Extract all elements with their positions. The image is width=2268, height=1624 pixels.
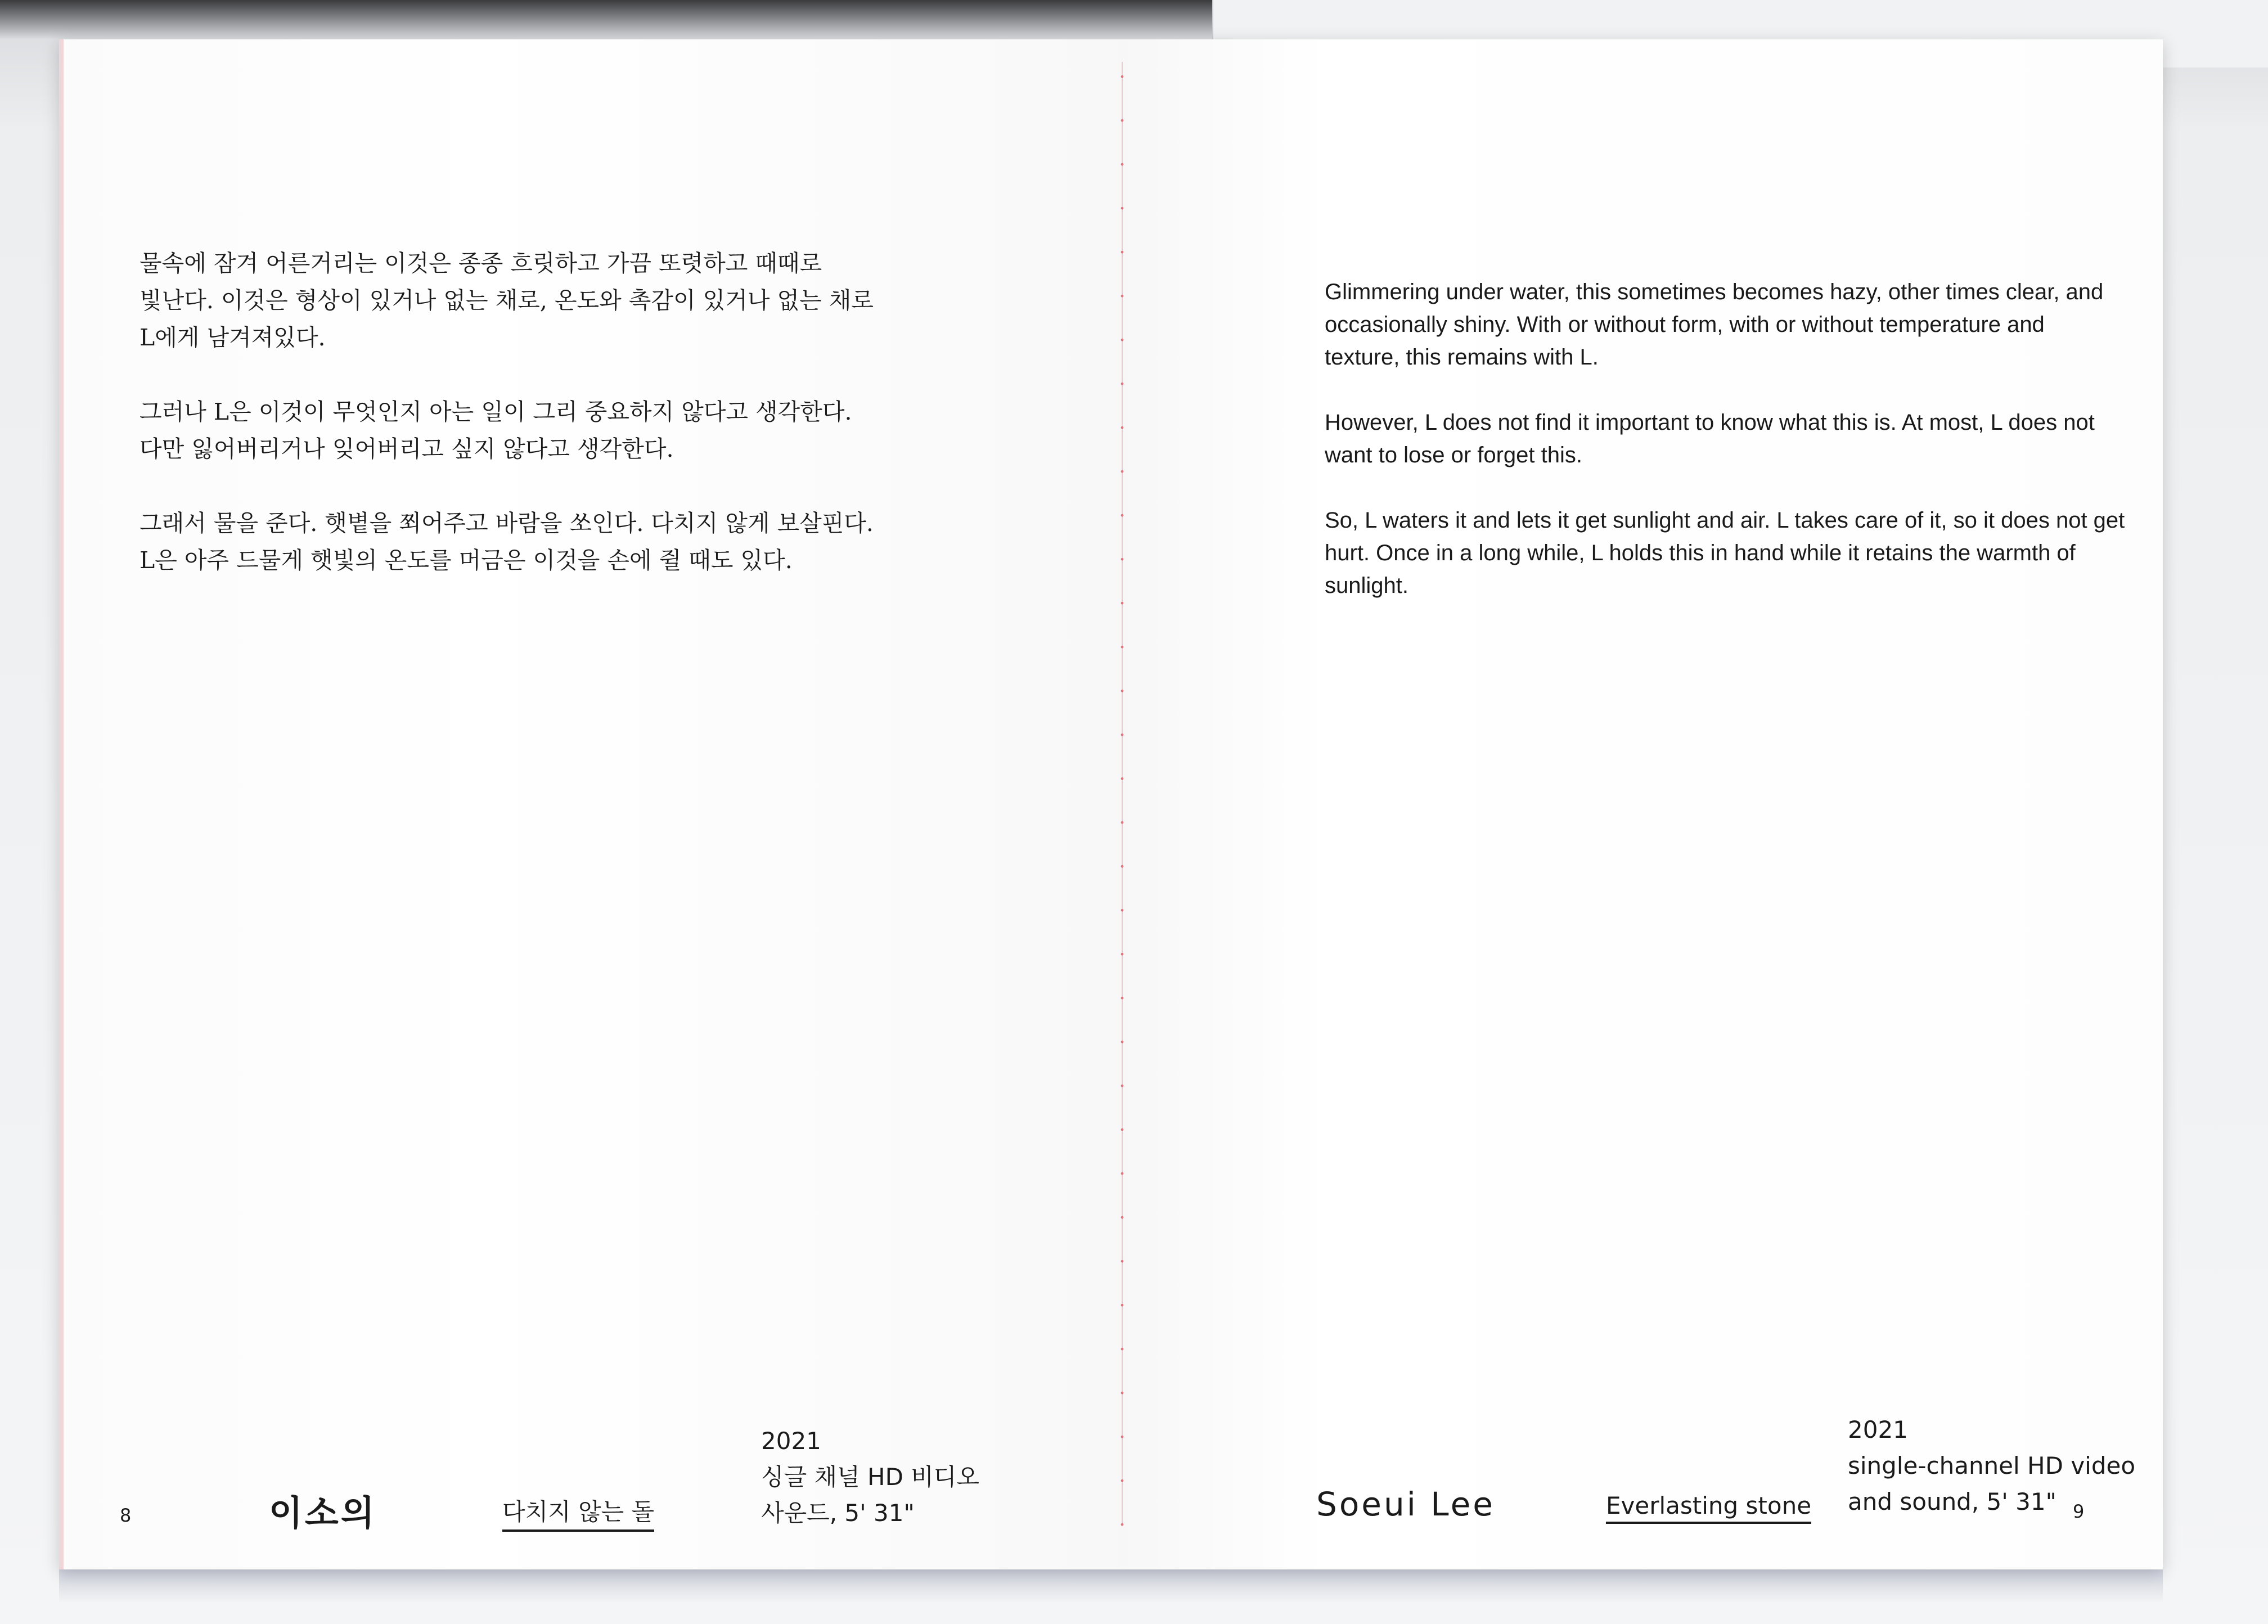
work-detail: and sound, 5' 31" — [1848, 1488, 2056, 1515]
en-line: So, L waters it and lets it get sunlight and air. L takes care of it, so it does not get — [1325, 508, 2125, 533]
korean-body-text — [140, 245, 994, 616]
kr-line: 다만 잃어버리거나 잊어버리고 싶지 않다고 생각한다. — [140, 435, 674, 462]
en-paragraph-2 — [1325, 406, 2152, 471]
stitch-mark: • — [1119, 510, 1125, 521]
work-medium: 싱글 채널 HD 비디오 — [761, 1463, 979, 1491]
stitch-mark: • — [1119, 1388, 1125, 1398]
stitch-mark: • — [1119, 335, 1125, 345]
en-line: sunlight. — [1325, 573, 1408, 598]
stitch-mark: • — [1119, 291, 1125, 302]
artist-name-korean: 이소의 — [269, 1492, 377, 1533]
work-year: 2021 — [761, 1427, 821, 1455]
kr-line: 빛난다. 이것은 형상이 있거나 없는 채로, 온도와 촉감이 있거나 없는 채로 — [140, 287, 874, 314]
stitch-mark: • — [1119, 159, 1125, 170]
left-page — [59, 39, 1121, 1569]
stitch-mark: • — [1119, 379, 1125, 389]
en-line: Glimmering under water, this sometimes becomes hazy, other times clear, and — [1325, 280, 2104, 304]
en-line: want to lose or forget this. — [1325, 443, 1583, 467]
work-title-korean: 다치지 않는 돌 — [502, 1493, 654, 1532]
stitch-mark: • — [1119, 686, 1125, 696]
book-bottom-edge — [59, 1569, 2163, 1603]
stitch-mark: • — [1119, 1475, 1125, 1486]
english-body-text — [1325, 276, 2152, 635]
stitch-mark: • — [1119, 1256, 1125, 1267]
en-line: hurt. Once in a long while, L holds this in hand while it retains the warmth of — [1325, 541, 2076, 565]
stitch-mark: • — [1119, 466, 1125, 477]
stitch-mark: • — [1119, 203, 1125, 214]
work-year: 2021 — [1848, 1416, 1908, 1443]
kr-line: 그러나 L은 이것이 무엇인지 아는 일이 그리 중요하지 않다고 생각한다. — [140, 398, 852, 425]
stitch-mark: • — [1119, 1168, 1125, 1179]
kr-line: L은 아주 드물게 햇빛의 온도를 머금은 이것을 손에 쥘 때도 있다. — [140, 547, 793, 574]
stitch-mark: • — [1119, 993, 1125, 1004]
work-detail: 사운드, 5' 31" — [761, 1499, 915, 1527]
stitch-mark: • — [1119, 949, 1125, 960]
page-number-right: 9 — [2073, 1501, 2085, 1522]
work-title-english: Everlasting stone — [1606, 1492, 1811, 1524]
stitch-mark: • — [1119, 817, 1125, 828]
stitch-mark: • — [1119, 1124, 1125, 1135]
kr-paragraph-3 — [140, 505, 994, 579]
stitch-mark: • — [1119, 1344, 1125, 1355]
stitch-mark: • — [1119, 115, 1125, 126]
en-paragraph-1 — [1325, 276, 2152, 374]
work-metadata-korean — [761, 1423, 979, 1531]
stitch-mark: • — [1119, 1300, 1125, 1311]
stitch-mark: • — [1119, 247, 1125, 258]
en-line: texture, this remains with L. — [1325, 345, 1599, 370]
kr-line: 물속에 잠겨 어른거리는 이것은 종종 흐릿하고 가끔 또렷하고 때때로 — [140, 250, 822, 277]
stitch-mark: • — [1119, 861, 1125, 872]
en-line: occasionally shiny. With or without form, with or without temperature and — [1325, 312, 2045, 337]
en-paragraph-3 — [1325, 504, 2152, 602]
stitch-mark: • — [1119, 71, 1125, 82]
stitch-mark: • — [1119, 1081, 1125, 1091]
stitch-mark: • — [1119, 905, 1125, 916]
stitch-mark: • — [1119, 1519, 1125, 1530]
stitch-mark: • — [1119, 642, 1125, 653]
stitch-mark: • — [1119, 422, 1125, 433]
background-shadow — [0, 0, 1221, 39]
kr-line: 그래서 물을 준다. 햇볕을 쬐어주고 바람을 쏘인다. 다치지 않게 보살핀다. — [140, 510, 874, 537]
stitch-mark: • — [1119, 773, 1125, 784]
en-line: However, L does not find it important to know what this is. At most, L does not — [1325, 410, 2095, 435]
work-medium: single-channel HD video — [1848, 1452, 2136, 1479]
work-metadata-english — [1848, 1412, 2135, 1520]
stitch-mark: • — [1119, 554, 1125, 565]
stitch-mark: • — [1119, 1432, 1125, 1442]
right-page — [1117, 39, 2163, 1569]
artist-name-english: Soeui Lee — [1316, 1485, 1495, 1523]
kr-line: L에게 남겨져있다. — [140, 324, 326, 351]
stitch-mark: • — [1119, 598, 1125, 609]
kr-paragraph-1 — [140, 245, 994, 356]
stitch-mark: • — [1119, 1037, 1125, 1047]
binding-stitching — [1117, 39, 1128, 1569]
page-number-left: 8 — [120, 1505, 132, 1526]
kr-paragraph-2 — [140, 393, 994, 467]
stitch-mark: • — [1119, 1212, 1125, 1223]
open-booklet — [59, 39, 2163, 1569]
stitch-mark: • — [1119, 730, 1125, 740]
